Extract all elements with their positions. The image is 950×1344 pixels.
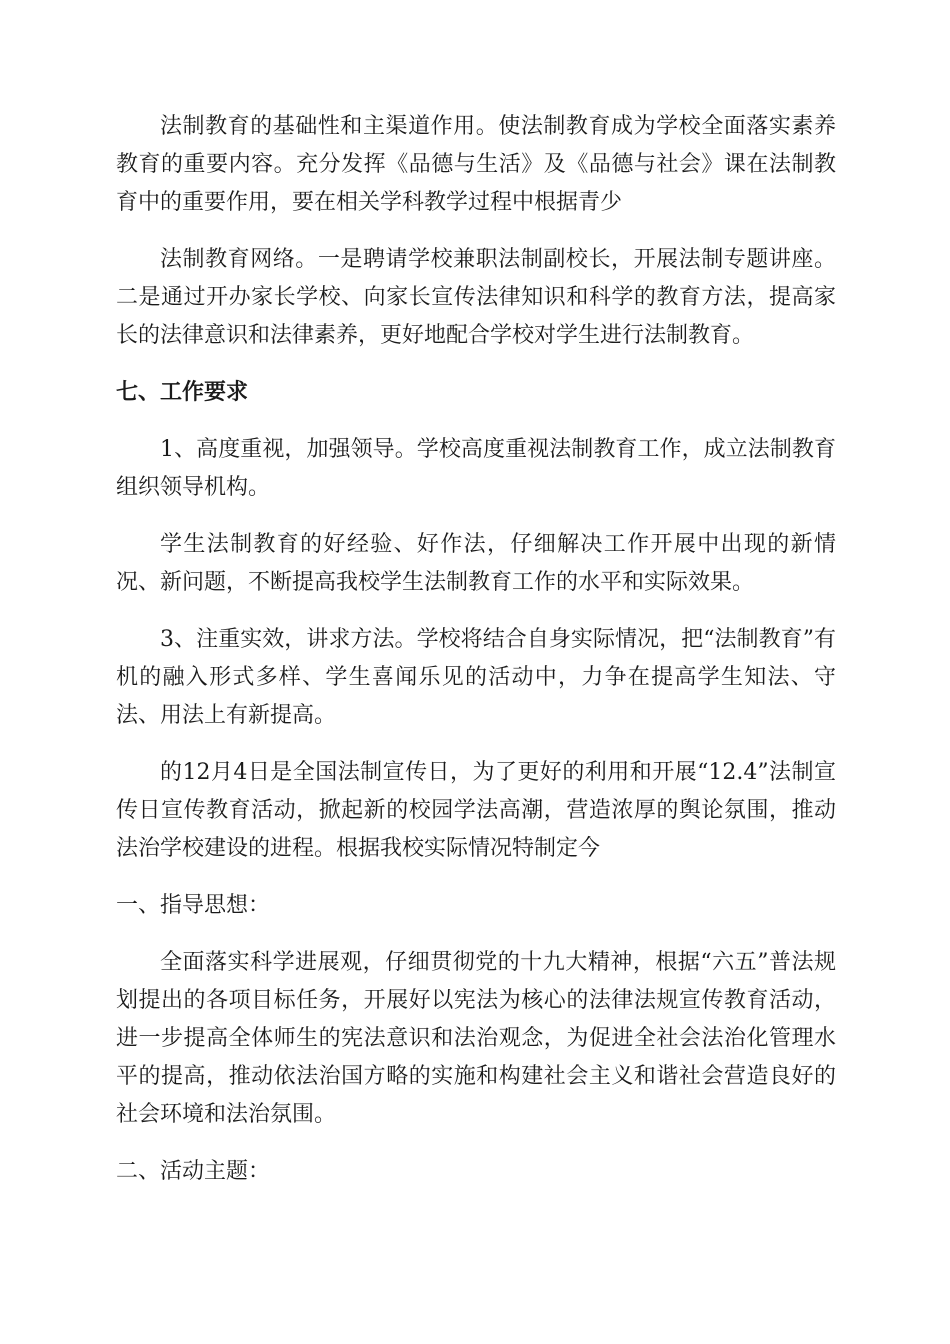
section-heading-work-requirements: 七、工作要求 — [116, 380, 249, 405]
paragraph-legal-education-network: 法制教育网络。一是聘请学校兼职法制副校长，开展法制专题讲座。二是通过开办家长学校、向家长宣传法律知识和科学的教育方法，提高家长的法律意识和法律素养，更好地配合学校对学生进行法制教育。 — [116, 247, 836, 348]
paragraph-requirement-1: 1、高度重视，加强领导。学校高度重视法制教育工作，成立法制教育组织领导机构。 — [116, 437, 836, 500]
paragraph-requirement-experience: 学生法制教育的好经验、好作法，仔细解决工作开展中出现的新情况、新问题，不断提高我校学生法制教育工作的水平和实际效果。 — [116, 532, 836, 595]
paragraph-guiding-ideology: 全面落实科学进展观，仔细贯彻党的十九大精神，根据“六五”普法规划提出的各项目标任务，开展好以宪法为核心的法律法规宣传教育活动，进一步提高全体师生的宪法意识和法治观念，为促进全社会法治化管理水平的提高，推动依法治国方略的实施和构建社会主义和谐社会营造良好的社会环境和法治氛围。 — [116, 950, 836, 1127]
paragraph-legal-day-intro: 的12月4日是全国法制宣传日，为了更好的利用和开展“12.4”法制宣传日宣传教育活动，掀起新的校园学法高潮，营造浓厚的舆论氛围，推动法治学校建设的进程。根据我校实际情况特制定今 — [116, 760, 836, 861]
paragraph-requirement-3: 3、注重实效，讲求方法。学校将结合自身实际情况，把“法制教育”有机的融入形式多样、学生喜闻乐见的活动中，力争在提高学生知法、守法、用法上有新提高。 — [116, 627, 836, 728]
section-heading-activity-theme: 二、活动主题： — [116, 1159, 271, 1184]
document-body — [116, 108, 836, 1210]
section-heading-guiding-ideology: 一、指导思想： — [116, 893, 271, 918]
paragraph-legal-education-role: 法制教育的基础性和主渠道作用。使法制教育成为学校全面落实素养教育的重要内容。充分发挥《品德与生活》及《品德与社会》课在法制教育中的重要作用，要在相关学科教学过程中根据青少 — [116, 114, 836, 215]
